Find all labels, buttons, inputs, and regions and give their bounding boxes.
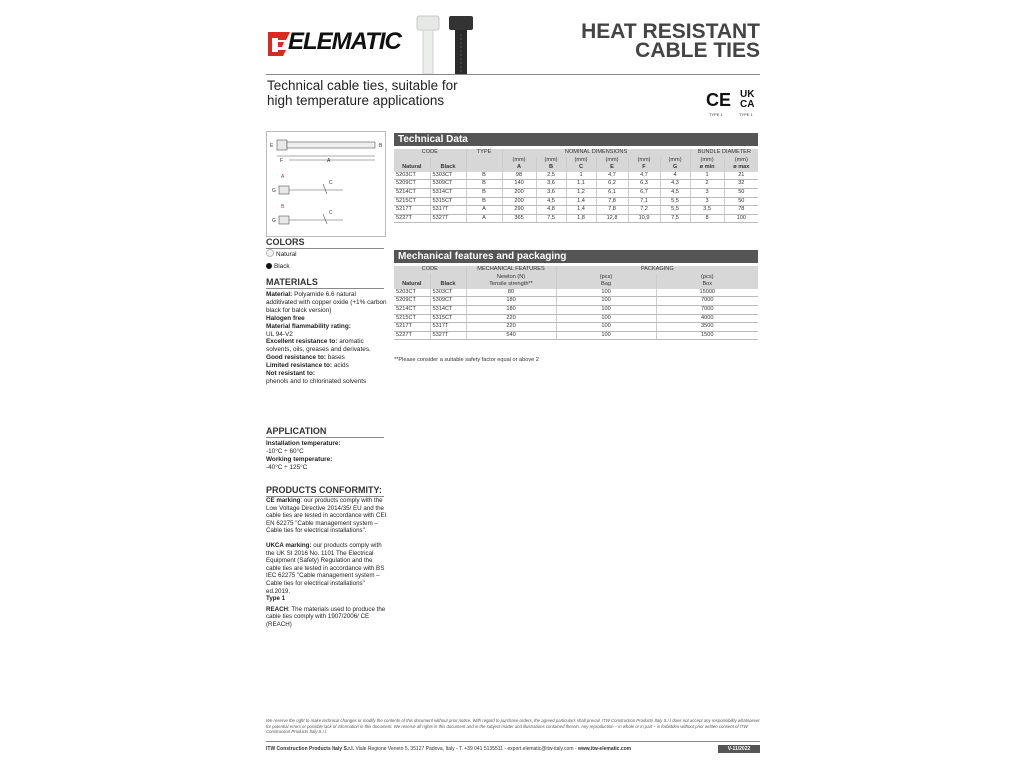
conformity-text: CE marking: our products comply with the Low Voltage Directive 2014/35/ EU and the cable ties are tested in accordance with CEI EN 62275 "Cable management system – Cable ties for electrical installations". UKCA marking: our products comply with the UK SI 2016 No. 1101 The Electrical Equipment (Safety) Regulation and the cable ties are tested in accordance with BS IEC 62275 "Cable management system – Cable ties for electrical installations" ed.2019. Type 1 REACH: The materials used to produce the cable ties comply with 1907/2006/ CE (REACH)	[266, 497, 387, 628]
mechanical-table	[394, 266, 758, 340]
table-cell: 6,1	[596, 188, 628, 197]
table-cell: B	[466, 197, 502, 206]
page-title	[520, 22, 760, 60]
table-cell: 1,1	[566, 180, 596, 189]
table-cell: 98	[502, 172, 536, 180]
table-cell: 5209CT	[394, 180, 430, 189]
table-cell: 4,5	[536, 197, 566, 206]
table-cell: 3	[690, 197, 724, 206]
table-cell: 7000	[656, 297, 758, 306]
table-row	[394, 206, 758, 215]
table-cell: 6,7	[628, 188, 660, 197]
table-cell: 1500	[656, 331, 758, 340]
table-cell: 50	[724, 188, 758, 197]
ce-type-label: TYPE 1	[709, 112, 723, 117]
color-black: Black	[266, 263, 388, 271]
subtitle	[267, 78, 458, 108]
label-c1: C	[329, 180, 333, 186]
table-cell: 5327T	[430, 214, 466, 223]
table-cell: 5327T	[430, 331, 466, 340]
technical-data-table	[394, 149, 758, 223]
table-cell: 7,8	[596, 197, 628, 206]
table-cell: 1	[566, 172, 596, 180]
table-cell: 5209CT	[394, 297, 430, 306]
footer-contact: ITW Construction Products Italy S.r.l. Viale Regione Veneto 5, 35127 Padova, Italy - T. +39 041 5135511 - export.elematic@itw-italy.com - www.itw-elematic.com	[266, 746, 632, 752]
table-cell: 5215CT	[394, 197, 430, 206]
table-cell: 5227T	[394, 214, 430, 223]
table-cell: 5203CT	[394, 289, 430, 297]
tech-header-row-2: (mm) (mm) (mm) (mm) (mm) (mm) (mm) (mm)	[394, 157, 758, 165]
application-text: Installation temperature: -10°C ÷ 60°C Working temperature: -40°C ÷ 125°C	[266, 440, 341, 471]
table-row	[394, 305, 758, 314]
table-cell: 5203CT	[394, 172, 430, 180]
elematic-logo	[266, 26, 406, 60]
tech-header-row-3: Natural Black A B C E F G ø min ø max	[394, 164, 758, 172]
safety-note: **Please consider a suitable safety factor equal or above 2	[394, 357, 539, 363]
table-row	[394, 188, 758, 197]
table-cell: 290	[502, 206, 536, 215]
ukca-mark-icon: UK CA	[740, 89, 755, 110]
table-cell: 5303CT	[430, 289, 466, 297]
table-cell: 5317T	[430, 206, 466, 215]
table-cell: 3,5	[690, 206, 724, 215]
label-e: E	[270, 143, 274, 149]
table-cell: 1,2	[566, 188, 596, 197]
table-row	[394, 180, 758, 189]
table-cell: 540	[466, 331, 556, 340]
table-cell: 100	[556, 314, 656, 323]
table-cell: 220	[466, 314, 556, 323]
table-cell: B	[466, 188, 502, 197]
table-row	[394, 323, 758, 332]
table-row	[394, 289, 758, 297]
table-cell: 5309CT	[430, 180, 466, 189]
label-c2: C	[329, 210, 333, 216]
table-cell: 4,8	[536, 206, 566, 215]
table-cell: 5214CT	[394, 188, 430, 197]
black-swatch-icon	[266, 263, 272, 269]
table-cell: 4,7	[628, 172, 660, 180]
table-cell: 21	[724, 172, 758, 180]
table-cell: 6,3	[628, 180, 660, 189]
color-natural: Natural	[266, 249, 388, 259]
table-cell: 5315CT	[430, 197, 466, 206]
table-cell: 12,8	[596, 214, 628, 223]
mech-header-row-2: Newton (N) (pcs) (pcs)	[394, 274, 758, 282]
table-row	[394, 214, 758, 223]
table-cell: 7000	[656, 305, 758, 314]
table-cell: 3	[690, 188, 724, 197]
table-cell: 7,2	[628, 206, 660, 215]
table-cell: 15000	[656, 289, 758, 297]
title-line-1: HEAT RESISTANT	[581, 20, 760, 43]
website-link[interactable]: www.itw-elematic.com	[577, 746, 632, 752]
table-cell: 10,9	[628, 214, 660, 223]
label-type-a: A	[281, 174, 285, 180]
table-cell: 50	[724, 197, 758, 206]
table-row	[394, 314, 758, 323]
table-cell: 7,8	[596, 206, 628, 215]
table-cell: B	[466, 180, 502, 189]
table-cell: 5314CT	[430, 188, 466, 197]
table-cell: 2	[690, 180, 724, 189]
table-cell: 365	[502, 214, 536, 223]
table-cell: 5309CT	[430, 297, 466, 306]
table-cell: 3,6	[536, 188, 566, 197]
table-cell: 8	[690, 214, 724, 223]
label-a: A	[327, 158, 331, 164]
table-cell: 32	[724, 180, 758, 189]
application-heading: APPLICATION	[266, 426, 384, 438]
table-cell: 7,1	[628, 197, 660, 206]
subtitle-line-1: Technical cable ties, suitable for	[267, 78, 458, 93]
tech-header-row-1: CODE TYPE NOMINAL DIMENSIONS BUNDLE DIAMETER	[394, 149, 758, 157]
table-cell: 100	[556, 297, 656, 306]
footer-divider	[266, 741, 760, 742]
natural-swatch-icon	[266, 249, 274, 257]
table-cell: 6,2	[596, 180, 628, 189]
label-g1: G	[272, 188, 276, 194]
table-row	[394, 197, 758, 206]
dimension-diagram	[266, 131, 386, 237]
table-cell: 5214CT	[394, 305, 430, 314]
cable-ties-photo	[415, 14, 477, 74]
table-cell: A	[466, 206, 502, 215]
disclaimer: We reserve the right to make technical changes or modify the contents of this document without prior notice. With regard to purchase orders, the agreed particulars shall prevail. ITW Construction Products Italy S.r.l does not accept any responsibility whatsoever for potential errors or possible lack of information in this document. We reserve all rights in this document and in the subject matter and illustrations contained therein. Any reproduction – in whole or in part – is forbidden without prior written consent of ITW Construction Products Italy S.r.l.	[266, 718, 760, 734]
table-cell: 100	[556, 305, 656, 314]
materials-text: Material: Polyamide 6.6 natural additivated with copper oxide (+1% carbon black for balck version) Halogen free Material flammability rating: UL 94-V2 Excellent resistance to: aromatic solvents, oils, greases and derivates. Good resistance to: bases Limited resistance to: acids Not resistant to: phenols and to chlorinated solvents	[266, 291, 387, 385]
table-cell: 7,5	[660, 214, 690, 223]
table-cell: 5315CT	[430, 314, 466, 323]
table-cell: 5217T	[394, 323, 430, 332]
table-cell: 5303CT	[430, 172, 466, 180]
table-cell: 140	[502, 180, 536, 189]
table-cell: 220	[466, 323, 556, 332]
table-cell: 4,7	[596, 172, 628, 180]
ce-mark-icon: CE	[706, 90, 732, 110]
table-row	[394, 297, 758, 306]
table-cell: 5,5	[660, 197, 690, 206]
table-cell: 1,4	[566, 197, 596, 206]
table-cell: 100	[724, 214, 758, 223]
materials-heading: MATERIALS	[266, 277, 384, 289]
table-cell: 4000	[656, 314, 758, 323]
table-cell: 5,5	[660, 206, 690, 215]
table-cell: 1,4	[566, 206, 596, 215]
colors-list	[266, 249, 388, 271]
table-cell: 5217T	[394, 206, 430, 215]
table-cell: A	[466, 214, 502, 223]
label-f: F	[280, 158, 284, 164]
table-cell: 3,6	[536, 180, 566, 189]
mech-header-row-3: Natural Black Tensile strength** Bag Box	[394, 281, 758, 289]
table-cell: 4	[660, 172, 690, 180]
table-cell: 100	[556, 331, 656, 340]
table-cell: 200	[502, 197, 536, 206]
table-cell: 7,5	[536, 214, 566, 223]
title-line-2: CABLE TIES	[635, 39, 760, 62]
table-cell: 5314CT	[430, 305, 466, 314]
version-badge: V-11/2022	[718, 745, 760, 753]
conformity-heading: PRODUCTS CONFORMITY:	[266, 485, 384, 497]
table-cell: 180	[466, 297, 556, 306]
mech-header-row-1: CODE MECHANICAL FEATURES PACKAGING	[394, 266, 758, 274]
table-cell: B	[466, 172, 502, 180]
table-cell: 2,5	[536, 172, 566, 180]
table-row	[394, 331, 758, 340]
header-divider	[266, 74, 760, 75]
ukca-type-label: TYPE 1	[739, 112, 753, 117]
table-cell: 78	[724, 206, 758, 215]
label-type-b: B	[281, 204, 285, 210]
table-cell: 3500	[656, 323, 758, 332]
table-cell: 5215CT	[394, 314, 430, 323]
table-cell: 5317T	[430, 323, 466, 332]
subtitle-line-2: high temperature applications	[267, 93, 445, 108]
label-b: B	[379, 143, 383, 149]
table-cell: 4,5	[660, 188, 690, 197]
technical-data-heading: Technical Data	[394, 133, 758, 146]
table-row	[394, 172, 758, 180]
brand-name: ELEMATIC	[288, 28, 401, 55]
mechanical-heading: Mechanical features and packaging	[394, 250, 758, 263]
colors-heading: COLORS	[266, 237, 384, 249]
table-cell: 100	[556, 323, 656, 332]
table-cell: 200	[502, 188, 536, 197]
label-g2: G	[272, 218, 276, 224]
certification-marks	[706, 90, 762, 120]
table-cell: 180	[466, 305, 556, 314]
table-cell: 1	[690, 172, 724, 180]
table-cell: 1,8	[566, 214, 596, 223]
table-cell: 5227T	[394, 331, 430, 340]
table-cell: 80	[466, 289, 556, 297]
table-cell: 4,3	[660, 180, 690, 189]
table-cell: 100	[556, 289, 656, 297]
